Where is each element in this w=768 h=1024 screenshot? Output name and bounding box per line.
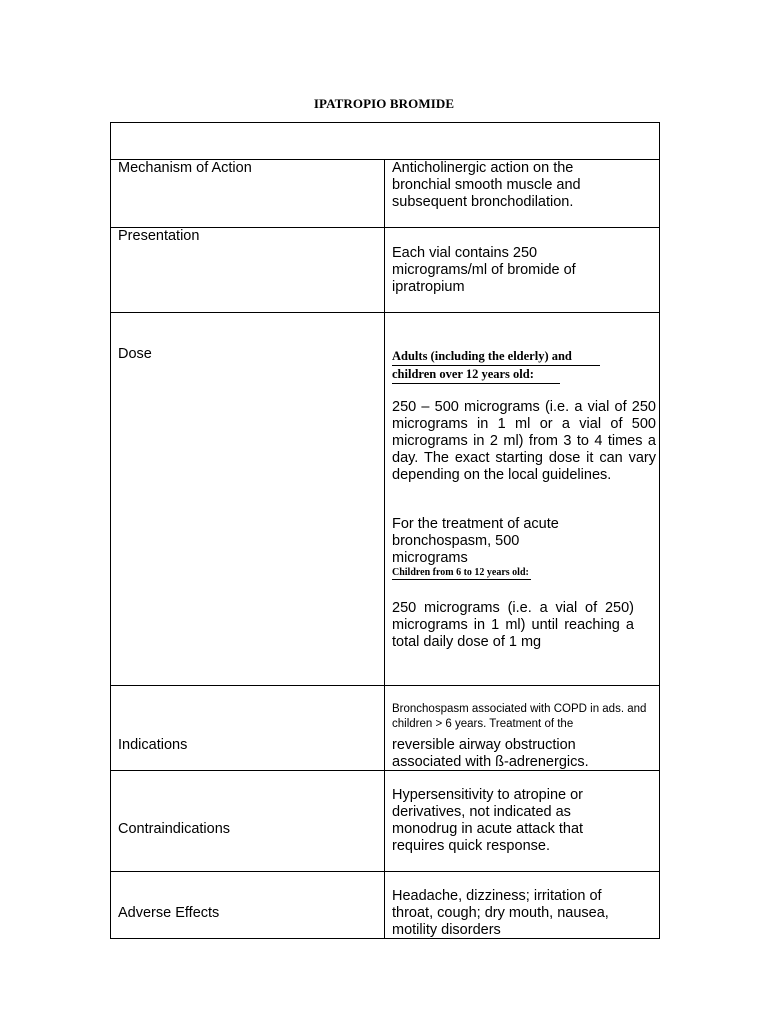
contraindications-label: Contraindications: [118, 821, 231, 837]
table-border-top: [110, 122, 660, 123]
table-border-right: [659, 122, 660, 939]
dose-children-text: 250 micrograms (i.e. a vial of 250) micrograms in 1 ml) until reaching a total daily dose of 1 mg: [392, 600, 634, 650]
presentation-value: Each vial contains 250 micrograms/ml of bromide of ipratropium: [392, 245, 576, 295]
indications-value: reversible airway obstruction associated with ß-adrenergics.: [392, 737, 589, 770]
dose-acute-text: For the treatment of acute bronchospasm, 500 micrograms: [392, 516, 559, 566]
dose-children-heading-text: Children from 6 to 12 years old:: [392, 567, 529, 578]
document-title: IPATROPIO BROMIDE: [313, 96, 455, 111]
indications-value-small: Bronchospasm associated with COPD in ads. and children > 6 years. Treatment of the: [392, 703, 647, 730]
dose-adults-heading-line1: Adults (including the elderly) and: [392, 348, 600, 366]
row-divider: [110, 685, 660, 686]
mechanism-label: Mechanism of Action: [118, 160, 252, 176]
dose-label: Dose: [118, 346, 152, 362]
column-divider: [384, 159, 385, 939]
row-divider: [110, 871, 660, 872]
adverse-effects-label: Adverse Effects: [118, 905, 220, 921]
adverse-effects-value: Headache, dizziness; irritation of throat, cough; dry mouth, nausea, motility disorders: [392, 888, 609, 938]
table-border-left: [110, 122, 111, 939]
indications-label: Indications: [118, 737, 188, 753]
contraindications-value: Hypersensitivity to atropine or derivatives, not indicated as monodrug in acute attack that requires quick response.: [392, 787, 584, 854]
presentation-label: Presentation: [118, 228, 200, 244]
mechanism-value: Anticholinergic action on the bronchial smooth muscle and subsequent bronchodilation.: [392, 160, 581, 210]
dose-adults-heading: [392, 348, 656, 384]
dose-adults-text: 250 – 500 micrograms (i.e. a vial of 250 micrograms in 1 ml or a vial of 500 micrograms in 2 ml) from 3 to 4 times a day. The exact starting dose it can vary depending on the local guidelines.: [392, 399, 656, 483]
row-divider: [110, 312, 660, 313]
dose-adults-heading-line2: children over 12 years old:: [392, 366, 560, 384]
dose-children-heading: [392, 567, 656, 580]
